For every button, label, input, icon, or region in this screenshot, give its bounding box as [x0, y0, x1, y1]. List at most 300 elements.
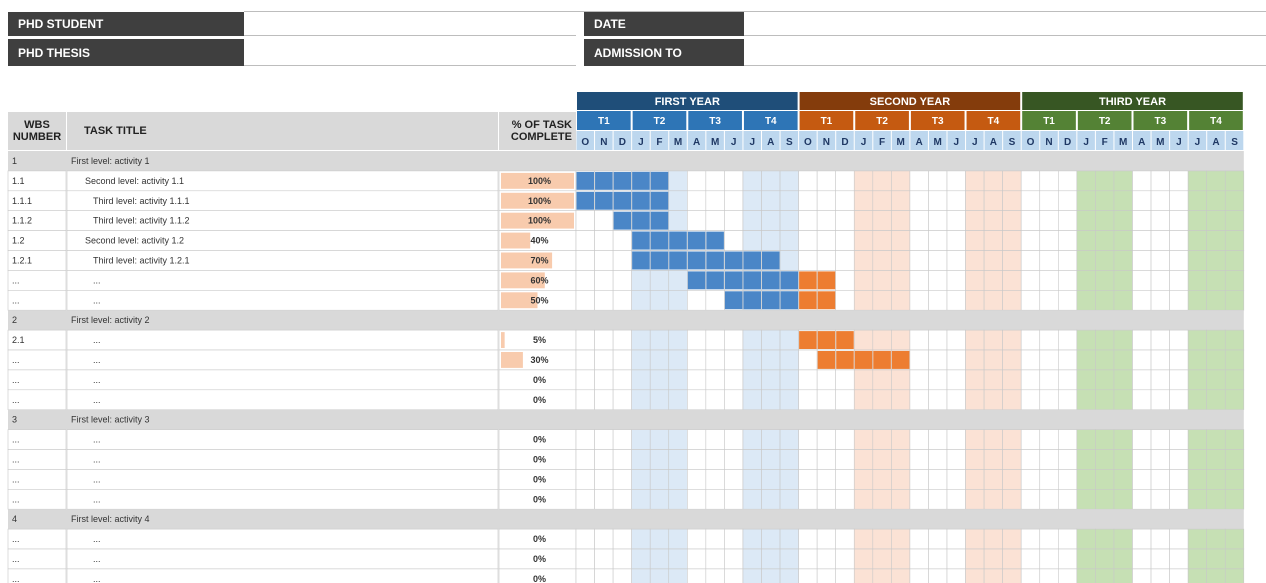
timeline-cell [1207, 469, 1226, 489]
timeline-cell [1133, 370, 1152, 390]
timeline-cell [891, 270, 910, 290]
month-label: A [989, 137, 997, 148]
timeline-cell [1170, 450, 1189, 470]
gantt-bar-segment [892, 351, 910, 369]
timeline-cell [984, 529, 1003, 549]
task-title: First level: activity 3 [71, 414, 150, 425]
timeline-cell [966, 370, 985, 390]
timeline-cell [966, 529, 985, 549]
timeline-cell [576, 390, 595, 410]
timeline-cell [984, 330, 1003, 350]
gantt-bar-segment [762, 271, 780, 289]
timeline-cell [1021, 231, 1040, 251]
timeline-cell [576, 330, 595, 350]
timeline-cell [854, 191, 873, 211]
timeline-cell [669, 529, 688, 549]
percent-value: 0% [532, 374, 547, 385]
timeline-cell [1077, 390, 1096, 410]
timeline-cell [1207, 489, 1226, 509]
timeline-cell [928, 469, 947, 489]
timeline-cell [576, 469, 595, 489]
timeline-cell [1225, 171, 1244, 191]
timeline-cell [891, 370, 910, 390]
timeline-cell [669, 330, 688, 350]
timeline-cell [1095, 430, 1114, 450]
month-label: S [785, 137, 793, 148]
timeline-cell [854, 270, 873, 290]
task-title: First level: activity 4 [71, 514, 150, 525]
timeline-cell [762, 549, 781, 569]
timeline-cell [928, 489, 947, 509]
timeline-cell [1058, 469, 1077, 489]
timeline-cell [928, 450, 947, 470]
year-label-3: THIRD YEAR [1098, 96, 1167, 108]
timeline-cell [1040, 529, 1059, 549]
timeline-cell [1003, 171, 1022, 191]
timeline-cell [854, 549, 873, 569]
timeline-cell [1058, 211, 1077, 231]
timeline-cell [1040, 370, 1059, 390]
timeline-cell [910, 569, 929, 583]
percent-value: 30% [530, 355, 549, 365]
timeline-cell [799, 469, 818, 489]
timeline-cell [762, 171, 781, 191]
timeline-cell [966, 270, 985, 290]
timeline-cell [1114, 270, 1133, 290]
month-label: M [710, 137, 720, 148]
timeline-cell [836, 171, 855, 191]
timeline-cell [1114, 191, 1133, 211]
timeline-cell [1077, 231, 1096, 251]
timeline-cell [1077, 171, 1096, 191]
timeline-cell [780, 430, 799, 450]
timeline-cell [1151, 290, 1170, 310]
timeline-cell [854, 370, 873, 390]
timeline-cell [1058, 430, 1077, 450]
percent-value: 0% [532, 573, 547, 583]
timeline-cell [706, 489, 725, 509]
timeline-cell [891, 211, 910, 231]
timeline-cell [613, 370, 632, 390]
timeline-cell [595, 529, 614, 549]
timeline-cell [632, 469, 651, 489]
timeline-cell [1058, 390, 1077, 410]
timeline-cell [1114, 489, 1133, 509]
timeline-cell [799, 370, 818, 390]
timeline-cell [1207, 191, 1226, 211]
timeline-cell [817, 390, 836, 410]
gantt-bar-segment [632, 232, 650, 250]
timeline-cell [1188, 569, 1207, 583]
timeline-cell [1040, 350, 1059, 370]
timeline-cell [650, 390, 669, 410]
timeline-cell [873, 390, 892, 410]
timeline-cell [1095, 211, 1114, 231]
timeline-cell [1003, 529, 1022, 549]
timeline-cell [1003, 191, 1022, 211]
timeline-cell [1021, 330, 1040, 350]
wbs-number: ... [12, 474, 20, 485]
phd-thesis-label: PHD THESIS [8, 39, 244, 66]
timeline-cell [966, 171, 985, 191]
level-one-row-bg [8, 410, 1244, 430]
timeline-cell [966, 569, 985, 583]
timeline-cell [836, 430, 855, 450]
gantt-bar-segment [632, 252, 650, 270]
timeline-cell [891, 191, 910, 211]
percent-complete-bar [501, 233, 530, 249]
timeline-cell [1058, 569, 1077, 583]
timeline-cell [1225, 549, 1244, 569]
timeline-cell [1170, 549, 1189, 569]
percent-value: 5% [532, 335, 547, 346]
timeline-cell [873, 529, 892, 549]
timeline-cell [873, 569, 892, 583]
timeline-cell [1095, 231, 1114, 251]
percent-value: 0% [532, 534, 547, 545]
timeline-cell [613, 469, 632, 489]
timeline-cell [928, 171, 947, 191]
timeline-cell [706, 171, 725, 191]
month-label: J [953, 137, 960, 148]
timeline-cell [724, 231, 743, 251]
timeline-cell [1003, 370, 1022, 390]
timeline-cell [1095, 489, 1114, 509]
timeline-cell [762, 450, 781, 470]
timeline-cell [724, 211, 743, 231]
gantt-bar-segment [688, 232, 706, 250]
timeline-cell [1188, 549, 1207, 569]
task-title: ... [93, 374, 101, 385]
timeline-cell [947, 231, 966, 251]
timeline-cell [1151, 231, 1170, 251]
timeline-cell [1225, 430, 1244, 450]
gantt-bar-segment [614, 192, 632, 210]
timeline-cell [762, 370, 781, 390]
timeline-cell [1114, 569, 1133, 583]
month-label: J [749, 137, 756, 148]
timeline-cell [613, 330, 632, 350]
timeline-cell [1003, 549, 1022, 569]
timeline-cell [1151, 569, 1170, 583]
timeline-cell [669, 350, 688, 370]
timeline-cell [873, 330, 892, 350]
timeline-cell [576, 350, 595, 370]
timeline-cell [817, 211, 836, 231]
timeline-cell [1095, 330, 1114, 350]
timeline-cell [854, 569, 873, 583]
gantt-bar-segment [818, 351, 836, 369]
timeline-cell [1040, 430, 1059, 450]
timeline-cell [762, 191, 781, 211]
timeline-cell [854, 171, 873, 191]
timeline-cell [632, 430, 651, 450]
timeline-cell [910, 211, 929, 231]
timeline-cell [984, 569, 1003, 583]
timeline-cell [669, 370, 688, 390]
percent-value: 70% [530, 255, 549, 266]
timeline-cell [947, 211, 966, 231]
timeline-cell [706, 450, 725, 470]
timeline-cell [799, 569, 818, 583]
timeline-cell [743, 350, 762, 370]
task-cell [67, 290, 498, 310]
month-label: M [1156, 137, 1165, 148]
timeline-cell [1095, 450, 1114, 470]
timeline-cell [1021, 171, 1040, 191]
timeline-cell [1170, 370, 1189, 390]
timeline-cell [836, 489, 855, 509]
month-label: A [692, 137, 701, 148]
timeline-cell [706, 569, 725, 583]
wbs-number: 1.2 [12, 235, 25, 246]
timeline-cell [595, 290, 614, 310]
timeline-cell [650, 270, 669, 290]
timeline-cell [724, 191, 743, 211]
term-label: T2 [653, 116, 666, 127]
timeline-cell [873, 171, 892, 191]
timeline-cell [595, 390, 614, 410]
timeline-cell [817, 231, 836, 251]
timeline-cell [891, 529, 910, 549]
gantt-bar-segment [651, 172, 669, 190]
timeline-cell [854, 390, 873, 410]
timeline-cell [910, 231, 929, 251]
timeline-cell [1095, 350, 1114, 370]
timeline-cell [724, 569, 743, 583]
timeline-cell [650, 430, 669, 450]
timeline-cell [1003, 390, 1022, 410]
timeline-cell [576, 231, 595, 251]
wbs-number: ... [12, 394, 20, 405]
timeline-cell [817, 529, 836, 549]
timeline-cell [1077, 430, 1096, 450]
timeline-cell [724, 390, 743, 410]
gantt-bar-segment [632, 212, 650, 230]
timeline-cell [984, 211, 1003, 231]
gantt-bar-segment [725, 252, 743, 270]
wbs-header-line1: WBS [24, 119, 50, 131]
percent-value: 60% [530, 275, 549, 286]
timeline-cell [1003, 251, 1022, 271]
timeline-cell [762, 529, 781, 549]
timeline-cell [724, 350, 743, 370]
timeline-cell [928, 231, 947, 251]
timeline-cell [595, 231, 614, 251]
timeline-cell [1077, 191, 1096, 211]
timeline-cell [928, 270, 947, 290]
timeline-cell [873, 489, 892, 509]
timeline-cell [1225, 569, 1244, 583]
timeline-cell [724, 450, 743, 470]
month-label: J [1194, 137, 1201, 148]
timeline-cell [1077, 290, 1096, 310]
timeline-cell [1151, 489, 1170, 509]
timeline-cell [854, 330, 873, 350]
timeline-cell [1040, 251, 1059, 271]
timeline-cell [780, 450, 799, 470]
timeline-cell [1114, 549, 1133, 569]
task-cell [67, 469, 498, 489]
wbs-number: ... [12, 494, 20, 505]
timeline-cell [595, 251, 614, 271]
task-title: Third level: activity 1.1.2 [93, 215, 190, 226]
month-label: D [841, 137, 849, 148]
timeline-cell [1151, 450, 1170, 470]
timeline-cell [891, 231, 910, 251]
timeline-cell [576, 370, 595, 390]
timeline-cell [947, 469, 966, 489]
timeline-cell [1170, 191, 1189, 211]
timeline-cell [1040, 270, 1059, 290]
gantt-bar-segment [632, 172, 650, 190]
timeline-cell [1207, 430, 1226, 450]
timeline-cell [1114, 330, 1133, 350]
timeline-cell [947, 430, 966, 450]
timeline-cell [966, 430, 985, 450]
timeline-cell [984, 251, 1003, 271]
timeline-cell [1058, 350, 1077, 370]
gantt-bar-segment [836, 331, 854, 349]
timeline-cell [613, 489, 632, 509]
timeline-cell [687, 390, 706, 410]
timeline-cell [928, 191, 947, 211]
timeline-cell [891, 330, 910, 350]
timeline-cell [1095, 370, 1114, 390]
month-label: F [1101, 137, 1108, 148]
month-label: J [730, 137, 737, 148]
timeline-cell [966, 191, 985, 211]
timeline-cell [1114, 529, 1133, 549]
timeline-cell [1003, 489, 1022, 509]
timeline-cell [966, 330, 985, 350]
timeline-cell [1170, 430, 1189, 450]
timeline-cell [1040, 290, 1059, 310]
timeline-cell [687, 290, 706, 310]
timeline-cell [1003, 430, 1022, 450]
gantt-bar-segment [651, 192, 669, 210]
timeline-cell [595, 330, 614, 350]
timeline-cell [1114, 370, 1133, 390]
timeline-cell [1021, 569, 1040, 583]
timeline-cell [947, 251, 966, 271]
timeline-cell [576, 489, 595, 509]
wbs-number: ... [12, 295, 20, 306]
year-label-1: FIRST YEAR [654, 96, 720, 108]
timeline-cell [669, 569, 688, 583]
gantt-bar-segment [688, 252, 706, 270]
timeline-cell [687, 350, 706, 370]
timeline-cell [743, 211, 762, 231]
gantt-bar-segment [651, 252, 669, 270]
timeline-cell [1095, 569, 1114, 583]
timeline-cell [650, 569, 669, 583]
timeline-cell [891, 469, 910, 489]
wbs-number: ... [12, 454, 20, 465]
timeline-cell [576, 569, 595, 583]
gantt-bar-segment [818, 291, 836, 309]
wbs-number: ... [12, 554, 20, 564]
task-title: ... [93, 335, 101, 346]
timeline-cell [928, 569, 947, 583]
timeline-cell [1040, 231, 1059, 251]
gantt-bar-segment [762, 252, 780, 270]
timeline-cell [1021, 211, 1040, 231]
timeline-cell [836, 390, 855, 410]
timeline-cell [1133, 549, 1152, 569]
wbs-number: 1.1 [12, 175, 25, 186]
timeline-cell [1170, 171, 1189, 191]
timeline-cell [891, 171, 910, 191]
timeline-cell [1114, 231, 1133, 251]
timeline-cell [780, 330, 799, 350]
timeline-cell [632, 489, 651, 509]
month-label: A [1138, 137, 1146, 148]
month-label: O [1026, 137, 1035, 148]
timeline-cell [984, 191, 1003, 211]
timeline-cell [817, 430, 836, 450]
timeline-cell [743, 390, 762, 410]
wbs-number: ... [12, 374, 20, 385]
month-label: J [1083, 137, 1089, 148]
timeline-cell [891, 251, 910, 271]
timeline-cell [1151, 330, 1170, 350]
timeline-cell [984, 231, 1003, 251]
timeline-cell [632, 529, 651, 549]
timeline-cell [743, 549, 762, 569]
timeline-cell [1095, 529, 1114, 549]
wbs-number: ... [12, 355, 20, 365]
timeline-cell [836, 191, 855, 211]
timeline-cell [762, 211, 781, 231]
timeline-cell [984, 549, 1003, 569]
gantt-bar-segment [743, 271, 761, 289]
gantt-bar-segment [855, 351, 873, 369]
timeline-cell [928, 529, 947, 549]
percent-value: 0% [532, 434, 547, 445]
timeline-cell [947, 330, 966, 350]
timeline-cell [1021, 270, 1040, 290]
task-title: ... [93, 573, 101, 583]
timeline-cell [669, 191, 688, 211]
term-label: T2 [1098, 116, 1111, 127]
timeline-cell [743, 191, 762, 211]
timeline-cell [706, 549, 725, 569]
timeline-cell [780, 211, 799, 231]
task-title: Second level: activity 1.1 [85, 175, 185, 186]
timeline-cell [836, 251, 855, 271]
timeline-cell [799, 489, 818, 509]
timeline-cell [966, 469, 985, 489]
timeline-cell [576, 450, 595, 470]
timeline-cell [1151, 390, 1170, 410]
timeline-cell [1188, 191, 1207, 211]
timeline-cell [984, 370, 1003, 390]
timeline-cell [873, 231, 892, 251]
timeline-cell [910, 549, 929, 569]
timeline-cell [1170, 350, 1189, 370]
timeline-cell [1188, 270, 1207, 290]
timeline-cell [1151, 370, 1170, 390]
timeline-cell [947, 270, 966, 290]
timeline-cell [1058, 290, 1077, 310]
task-title: ... [93, 474, 101, 485]
timeline-cell [984, 350, 1003, 370]
timeline-cell [724, 529, 743, 549]
timeline-cell [928, 430, 947, 450]
timeline-cell [1133, 251, 1152, 271]
timeline-cell [947, 390, 966, 410]
